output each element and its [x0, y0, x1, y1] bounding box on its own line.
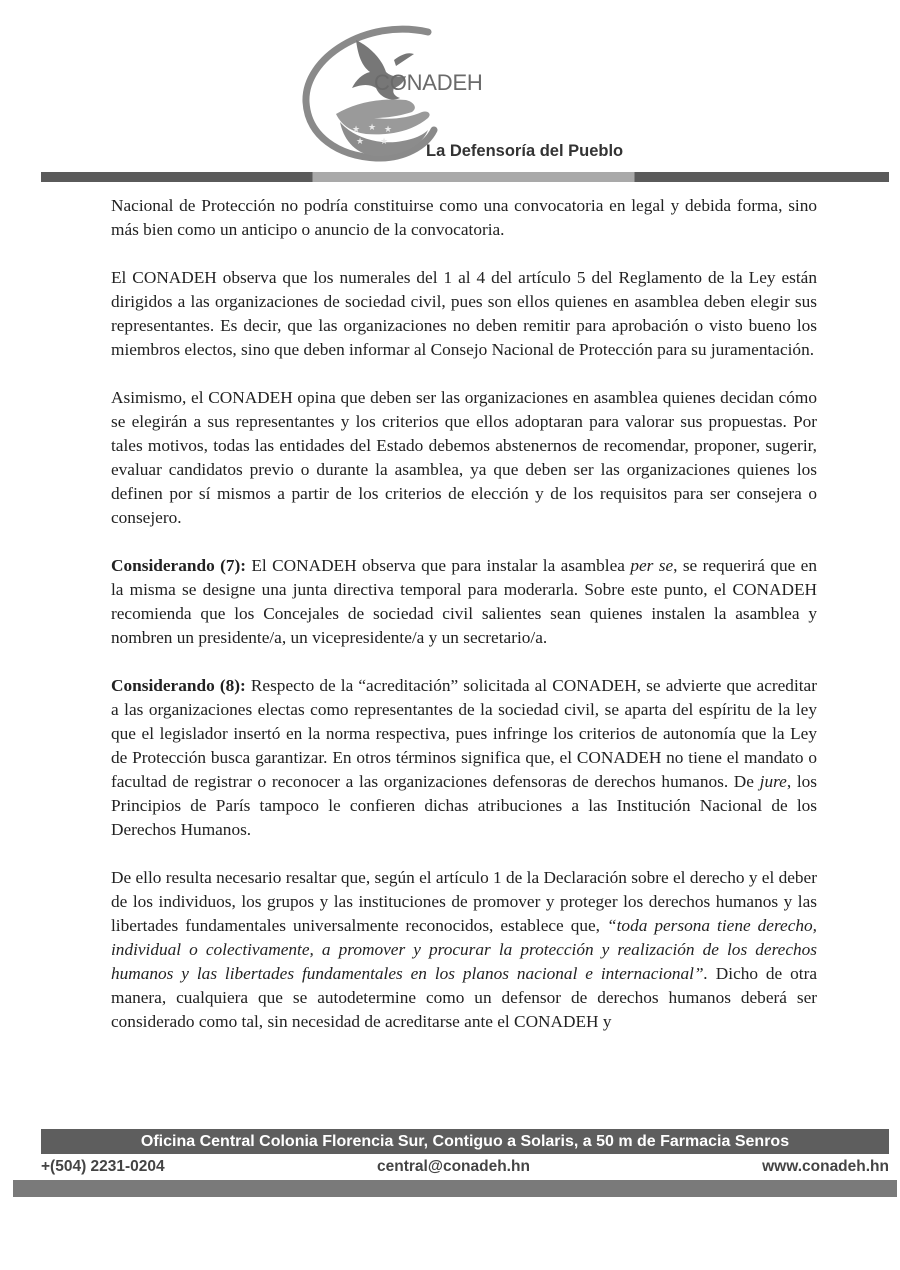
svg-text:★: ★	[368, 123, 377, 133]
paragraph-considerando-7	[111, 554, 817, 650]
paragraph-6	[111, 866, 817, 1034]
considerando-7-label: Considerando (7):	[111, 556, 246, 575]
paragraph-6-quote: “toda persona tiene derecho, individual o colectivamente, a promover y procurar la protección y realización de los derechos humanos y las libertades fundamentales en los planos nacional e internacional”.	[111, 916, 817, 983]
paragraph-2-text: El CONADEH observa que los numerales del 1 al 4 del artículo 5 del Reglamento de la Ley están dirigidos a las organizaciones de sociedad civil, pues son ellos quienes en asamblea deben elegir sus representantes. Es decir, que las organizaciones no deben remitir para aprobación o visto bueno los miembros electos, sino que deben informar al Consejo Nacional de Protección para su juramentación.	[111, 268, 817, 359]
footer-email: central@conadeh.hn	[377, 1158, 530, 1175]
paragraph-3-text: Asimismo, el CONADEH opina que deben ser las organizaciones en asamblea quienes decidan cómo se elegirán a sus representantes y los criterios que ellos adoptaran para valorar sus propuestas. Por tales motivos, todas las entidades del Estado debemos abstenernos de recomendar, proponer, sugerir, evaluar candidatos previo o durante la asamblea, ya que deben ser las organizaciones quienes los definen por sí mismos a partir de los criterios de elección y de los requisitos para ser consejera o consejero.	[111, 388, 817, 527]
paragraph-3	[111, 386, 817, 530]
paragraph-1-text: Nacional de Protección no podría constituirse como una convocatoria en legal y debida forma, sino más bien como un anticipo o anuncio de la convocatoria.	[111, 196, 817, 239]
footer-contact-line	[41, 1156, 889, 1178]
svg-text:★: ★	[352, 125, 361, 135]
footer-website: www.conadeh.hn	[762, 1158, 889, 1175]
footer-phone: +(504) 2231-0204	[41, 1158, 165, 1175]
paragraph-2	[111, 266, 817, 362]
considerando-8-text-a: Respecto de la “acreditación” solicitada al CONADEH, se advierte que acreditar a las organizaciones electas como representantes de la sociedad civil, se aparta del espíritu de la ley que el legislador insertó en la norma respectiva, pues infringe los criterios de autonomía que la Ley de Protección busca garantizar. En otros términos significa que, el CONADEH no tiene el mandato o facultad de registrar o reconocer a las organizaciones defensoras de derechos humanos. De	[111, 676, 817, 791]
svg-text:★: ★	[384, 125, 393, 135]
considerando-8-label: Considerando (8):	[111, 676, 246, 695]
header-tagline: La Defensoría del Pueblo	[426, 142, 624, 160]
considerando-7-italic: per se	[630, 556, 674, 575]
considerando-8-text-b: , los Principios de París tampoco le confieren dichas atribuciones a las Institución Nacional de los Derechos Humanos.	[111, 772, 817, 839]
svg-text:★: ★	[380, 137, 389, 147]
paragraph-considerando-8	[111, 674, 817, 842]
letter-body	[111, 194, 817, 1058]
header-divider-bar	[41, 172, 889, 182]
footer-bottom-bar	[13, 1180, 897, 1197]
footer-address-bar: Oficina Central Colonia Florencia Sur, Contiguo a Solaris, a 50 m de Farmacia Senros	[41, 1129, 889, 1154]
logo-wordmark: CONADEH	[374, 70, 483, 95]
paragraph-6-text-a: De ello resulta necesario resaltar que, según el artículo 1 de la Declaración sobre el derecho y el deber de los individuos, los grupos y las instituciones de promover y proteger los derechos humanos y las libertades fundamentales universalmente reconocidos, establece que,	[111, 868, 817, 935]
svg-text:★: ★	[356, 137, 365, 147]
considerando-7-text-b: , se requerirá que en la misma se designe una junta directiva temporal para moderarla. Sobre este punto, el CONADEH recomienda que los Concejales de sociedad civil salientes sean quienes instalen la asamblea y nombren un presidente/a, un vicepresidente/a y un secretario/a.	[111, 556, 817, 647]
considerando-8-italic: jure	[759, 772, 787, 791]
considerando-7-text-a: El CONADEH observa que para instalar la asamblea	[246, 556, 631, 575]
paragraph-6-text-b: Dicho de otra manera, cualquiera que se autodetermine como un defensor de derechos humanos deberá ser considerado como tal, sin necesidad de acreditarse ante el CONADEH y	[111, 964, 817, 1031]
paragraph-1	[111, 194, 817, 242]
